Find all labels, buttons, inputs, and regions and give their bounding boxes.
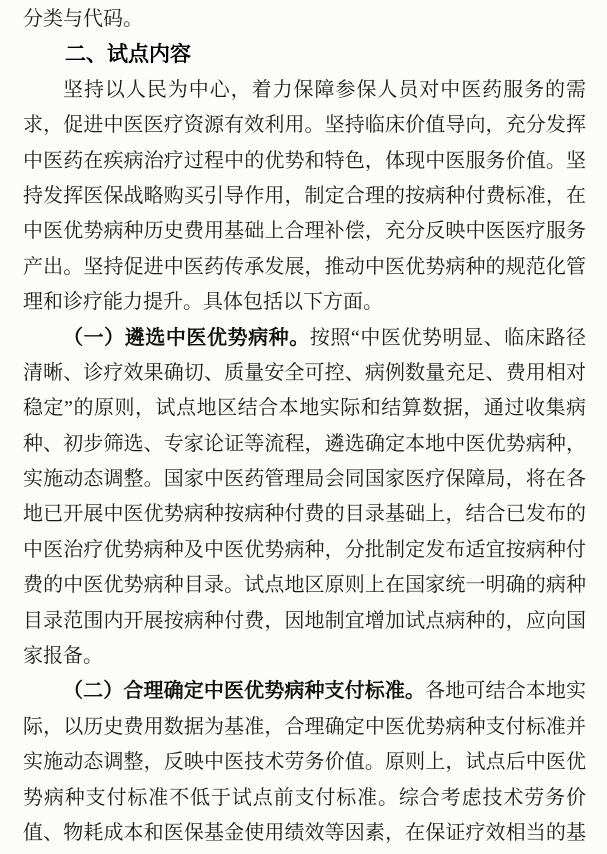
text-line	[23, 214, 586, 249]
text-line	[23, 179, 586, 214]
line-text: 分类与代码。	[23, 8, 143, 30]
line-text: 种、初步筛选、专家论证等流程，遴选确定本地中医优势病种，	[23, 432, 586, 455]
text-line	[23, 462, 586, 497]
line-text: 稳定”的原则，试点地区结合本地实际和结算数据，通过收集病	[23, 397, 586, 420]
line-text: 坚持以人民为中心，着力保障参保人员对中医药服务的需	[63, 78, 586, 101]
line-text: 产出。坚持促进中医药传承发展，推动中医优势病种的规范化管	[23, 255, 586, 278]
text-line	[23, 2, 586, 37]
line-text: 清晰、诊疗效果确切、质量安全可控、病例数量充足、费用相对	[23, 361, 586, 384]
text-line	[23, 781, 586, 816]
text-line	[23, 639, 586, 674]
text-line	[23, 497, 586, 532]
line-text: 实施动态调整，反映中医技术劳务价值。原则上，试点后中医优	[23, 751, 586, 774]
text-line	[23, 745, 586, 780]
line-text: 势病种支付标准不低于试点前支付标准。综合考虑技术劳务价	[23, 786, 586, 809]
text-line	[23, 816, 586, 851]
line-text: 按照“中医优势明显、临床路径	[309, 326, 586, 349]
text-line	[23, 285, 586, 320]
text-line	[23, 533, 586, 568]
text-line	[23, 568, 586, 603]
paragraph-first-line	[23, 674, 586, 709]
line-text: 地已开展中医优势病种按病种付费的目录基础上，结合已发布的	[23, 503, 586, 526]
section-heading	[23, 37, 586, 72]
line-text: 实施动态调整。国家中医药管理局会同国家医疗保障局，将在各	[23, 468, 586, 491]
line-text: 二、试点内容	[65, 43, 191, 67]
line-text: 各地可结合本地实	[425, 680, 587, 703]
text-line	[23, 427, 586, 462]
line-text: 求，促进中医医疗资源有效利用。坚持临床价值导向，充分发挥	[23, 114, 586, 137]
text-line	[23, 710, 586, 745]
text-line	[23, 73, 586, 108]
line-text: 中医优势病种历史费用基础上合理补偿，充分反映中医医疗服务	[23, 220, 586, 243]
line-text: 持发挥医保战略购买引导作用，制定合理的按病种付费标准，在	[23, 184, 586, 207]
paragraph-first-line	[23, 321, 586, 356]
text-line	[23, 604, 586, 639]
text-line	[23, 108, 586, 143]
line-text: 中医治疗优势病种及中医优势病种，分批制定发布适宜按病种付	[23, 538, 586, 561]
text-line	[23, 356, 586, 391]
line-text: 值、物耗成本和医保基金使用绩效等因素，在保证疗效相当的基	[23, 821, 586, 844]
clause-title: （一）遴选中医优势病种。	[63, 326, 310, 349]
text-line	[23, 391, 586, 426]
clause-title: （二）合理确定中医优势病种支付标准。	[63, 680, 426, 703]
text-line	[23, 250, 586, 285]
line-text: 理和诊疗能力提升。具体包括以下方面。	[23, 291, 383, 314]
line-text: 际，以历史费用数据为基准，合理确定中医优势病种支付标准并	[23, 715, 586, 738]
text-line	[23, 144, 586, 179]
line-text: 费的中医优势病种目录。试点地区原则上在国家统一明确的病种	[23, 574, 586, 597]
line-text: 家报备。	[23, 645, 103, 668]
line-text: 目录范围内开展按病种付费，因地制宜增加试点病种的，应向国	[23, 609, 586, 632]
line-text: 中医药在疾病治疗过程中的优势和特色，体现中医服务价值。坚	[23, 149, 586, 172]
